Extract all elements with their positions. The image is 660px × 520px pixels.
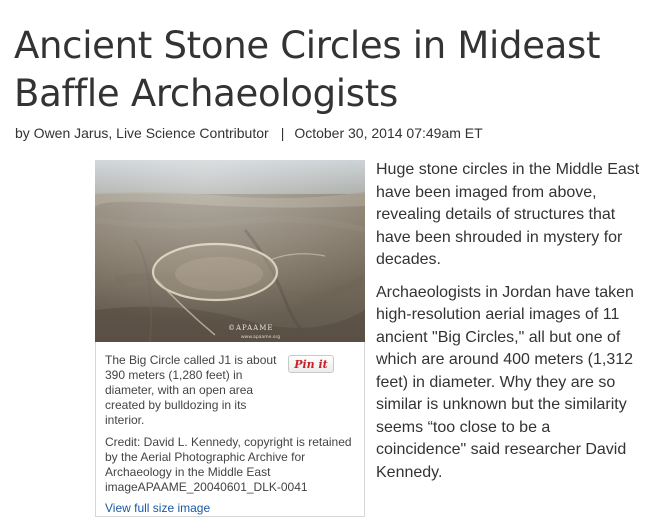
paragraph-2: Archaeologists in Jordan have taken high-resolution aerial images of 11 ancient "Big Circles," all but one of which are around 400 meters (1,312 feet) in diameter. Why they are so similar is unknown but the similarity seems “too close to be a coincidence" said researcher David Kennedy.: [376, 283, 634, 481]
headline-line-2: Baffle Archaeologists: [14, 72, 398, 115]
byline-separator: |: [280, 125, 285, 141]
publish-date: October 30, 2014 07:49am ET: [294, 125, 483, 141]
aerial-photo-graphic: [95, 160, 365, 342]
byline: [15, 125, 483, 141]
article-body: [376, 159, 644, 484]
image-figure: [95, 160, 365, 517]
view-full-size-link[interactable]: View full size image: [105, 501, 211, 515]
caption-text: The Big Circle called J1 is about 390 meters (1,280 feet) in diameter, with an open area created by bulldozing in its interior.: [105, 353, 277, 427]
author-name: by Owen Jarus, Live Science Contributor: [15, 125, 269, 141]
headline-line-1: Ancient Stone Circles in Mideast: [14, 24, 601, 67]
image-caption: [105, 353, 355, 516]
photo-watermark: ©APAAME: [228, 324, 274, 332]
pinterest-pin-button[interactable]: Pin it: [288, 355, 334, 373]
photo-credit: Credit: David L. Kennedy, copyright is retained by the Aerial Photographic Archive for Archaeology in the Middle East imageAPAAME_20040601_DLK-0041: [105, 435, 352, 494]
aerial-photo[interactable]: [95, 160, 365, 342]
paragraph-1: Huge stone circles in the Middle East have been imaged from above, revealing details of structures that have been shrouded in mystery for decades.: [376, 161, 640, 268]
article-headline: [14, 22, 644, 118]
photo-watermark-url: www.apaame.org: [241, 335, 281, 340]
